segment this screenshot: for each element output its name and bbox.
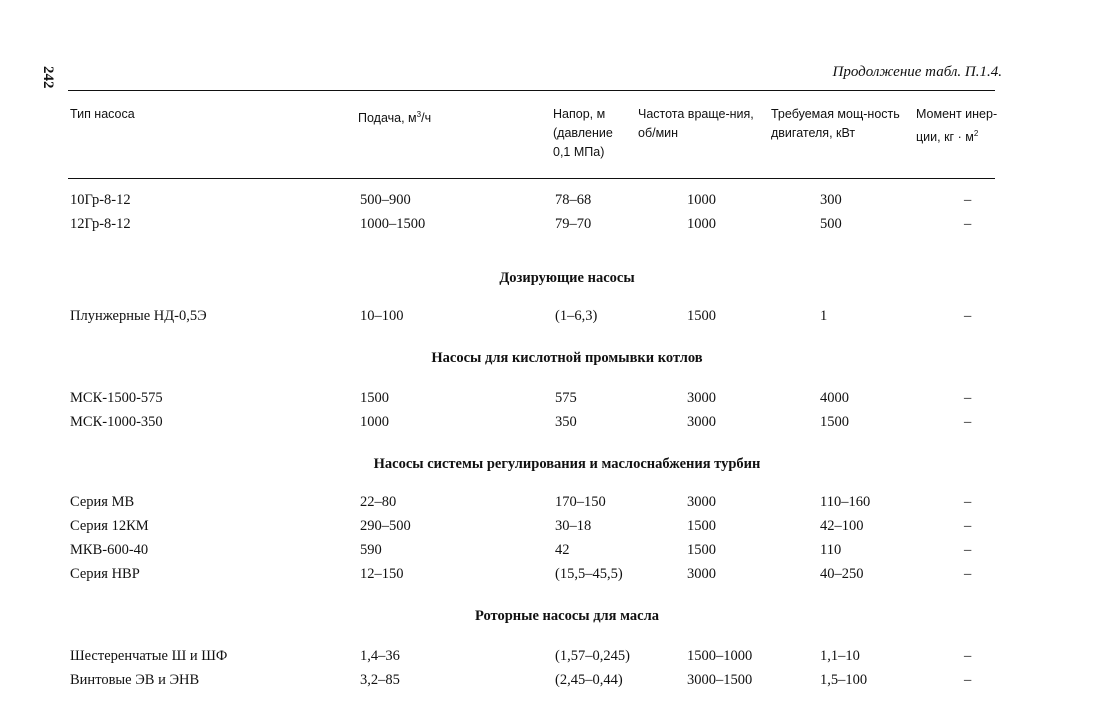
cell-power: 1500 [820, 414, 849, 430]
cell-flow: 590 [360, 542, 382, 558]
cell-pump-type: МСК-1000-350 [70, 414, 163, 430]
header-flow-text: Подача, м [358, 111, 417, 126]
cell-speed: 3000–1500 [687, 672, 753, 688]
header-inertia [916, 105, 1016, 147]
table-row [0, 216, 1106, 238]
cell-pump-type: Серия 12КМ [70, 518, 149, 534]
cell-flow: 10–100 [360, 308, 404, 324]
header-inertia-text: Момент инер-ции, кг · м [916, 107, 998, 145]
cell-head: (1,57–0,245) [555, 648, 630, 664]
cell-flow: 500–900 [360, 192, 411, 208]
cell-power: 4000 [820, 390, 849, 406]
cell-inertia: – [964, 672, 972, 688]
cell-head: 79–70 [555, 216, 592, 232]
table-row [0, 672, 1106, 694]
cell-speed: 1500–1000 [687, 648, 753, 664]
cell-flow: 3,2–85 [360, 672, 400, 688]
cell-head: 30–18 [555, 518, 592, 534]
section-title-dosing-pumps: Дозирующие насосы [499, 270, 635, 286]
cell-power: 42–100 [820, 518, 864, 534]
cell-pump-type: МКВ-600-40 [70, 542, 149, 558]
table-row [0, 518, 1106, 540]
cell-inertia: – [964, 192, 972, 208]
cell-speed: 3000 [687, 494, 716, 510]
cell-inertia: – [964, 542, 972, 558]
cell-power: 40–250 [820, 566, 864, 582]
cell-head: (1–6,3) [555, 308, 598, 324]
cell-head: 170–150 [555, 494, 606, 510]
cell-head: 575 [555, 390, 577, 406]
cell-head: 78–68 [555, 192, 592, 208]
cell-flow: 1500 [360, 390, 389, 406]
cell-pump-type: Плунжерные НД-0,5Э [70, 308, 207, 324]
cell-inertia: – [964, 414, 972, 430]
table-top-rule [68, 90, 995, 91]
cell-power: 1 [820, 308, 828, 324]
cell-pump-type: Серия МВ [70, 494, 135, 510]
table-row [0, 648, 1106, 670]
cell-flow: 1000 [360, 414, 389, 430]
cell-speed: 1000 [687, 216, 716, 232]
cell-inertia: – [964, 566, 972, 582]
header-flow-tail: /ч [421, 111, 432, 126]
header-flow [358, 105, 431, 128]
cell-inertia: – [964, 494, 972, 510]
cell-flow: 12–150 [360, 566, 404, 582]
cell-flow: 290–500 [360, 518, 411, 534]
table-row [0, 192, 1106, 214]
header-speed: Частота враще-ния, об/мин [638, 107, 754, 140]
cell-head: (2,45–0,44) [555, 672, 623, 688]
cell-flow: 22–80 [360, 494, 397, 510]
table-continuation-caption: Продолжение табл. П.1.4. [832, 64, 1002, 80]
cell-power: 110 [820, 542, 842, 558]
cell-speed: 1500 [687, 308, 716, 324]
cell-head: (15,5–45,5) [555, 566, 623, 582]
table-row [0, 566, 1106, 588]
cell-head: 350 [555, 414, 577, 430]
table-row [0, 390, 1106, 412]
header-inertia-sup: 2 [973, 129, 979, 138]
cell-pump-type: 12Гр-8-12 [70, 216, 131, 232]
cell-pump-type: Шестеренчатые Ш и ШФ [70, 648, 228, 664]
cell-pump-type: Винтовые ЭВ и ЭНВ [70, 672, 200, 688]
cell-speed: 3000 [687, 414, 716, 430]
cell-power: 300 [820, 192, 842, 208]
cell-power: 110–160 [820, 494, 871, 510]
header-power: Требуемая мощ-ность двигателя, кВт [771, 107, 900, 140]
cell-pump-type: Серия НВР [70, 566, 140, 582]
cell-power: 500 [820, 216, 842, 232]
table-header-rule [68, 178, 995, 179]
header-pump-type: Тип насоса [70, 107, 135, 121]
cell-power: 1,1–10 [820, 648, 860, 664]
cell-inertia: – [964, 648, 972, 664]
cell-inertia: – [964, 518, 972, 534]
header-head: Напор, м (давление 0,1 МПа) [553, 107, 613, 159]
cell-speed: 3000 [687, 390, 716, 406]
cell-head: 42 [555, 542, 570, 558]
cell-pump-type: МСК-1500-575 [70, 390, 163, 406]
table-row [0, 414, 1106, 436]
cell-pump-type: 10Гр-8-12 [70, 192, 131, 208]
table-row [0, 308, 1106, 330]
cell-speed: 1500 [687, 518, 716, 534]
cell-inertia: – [964, 216, 972, 232]
cell-speed: 1000 [687, 192, 716, 208]
table-row [0, 542, 1106, 564]
section-title-rotary-oil-pumps: Роторные насосы для масла [475, 608, 659, 624]
section-title-acid-washing-pumps: Насосы для кислотной промывки котлов [431, 350, 703, 366]
cell-flow: 1000–1500 [360, 216, 426, 232]
cell-inertia: – [964, 390, 972, 406]
header-flow-sup: 3 [416, 110, 422, 119]
page-number: 242 [40, 66, 56, 89]
table-row [0, 494, 1106, 516]
cell-inertia: – [964, 308, 972, 324]
cell-flow: 1,4–36 [360, 648, 400, 664]
cell-speed: 1500 [687, 542, 716, 558]
cell-speed: 3000 [687, 566, 716, 582]
cell-power: 1,5–100 [820, 672, 868, 688]
section-title-turbine-oil-pumps: Насосы системы регулирования и маслоснабжения турбин [373, 456, 761, 472]
